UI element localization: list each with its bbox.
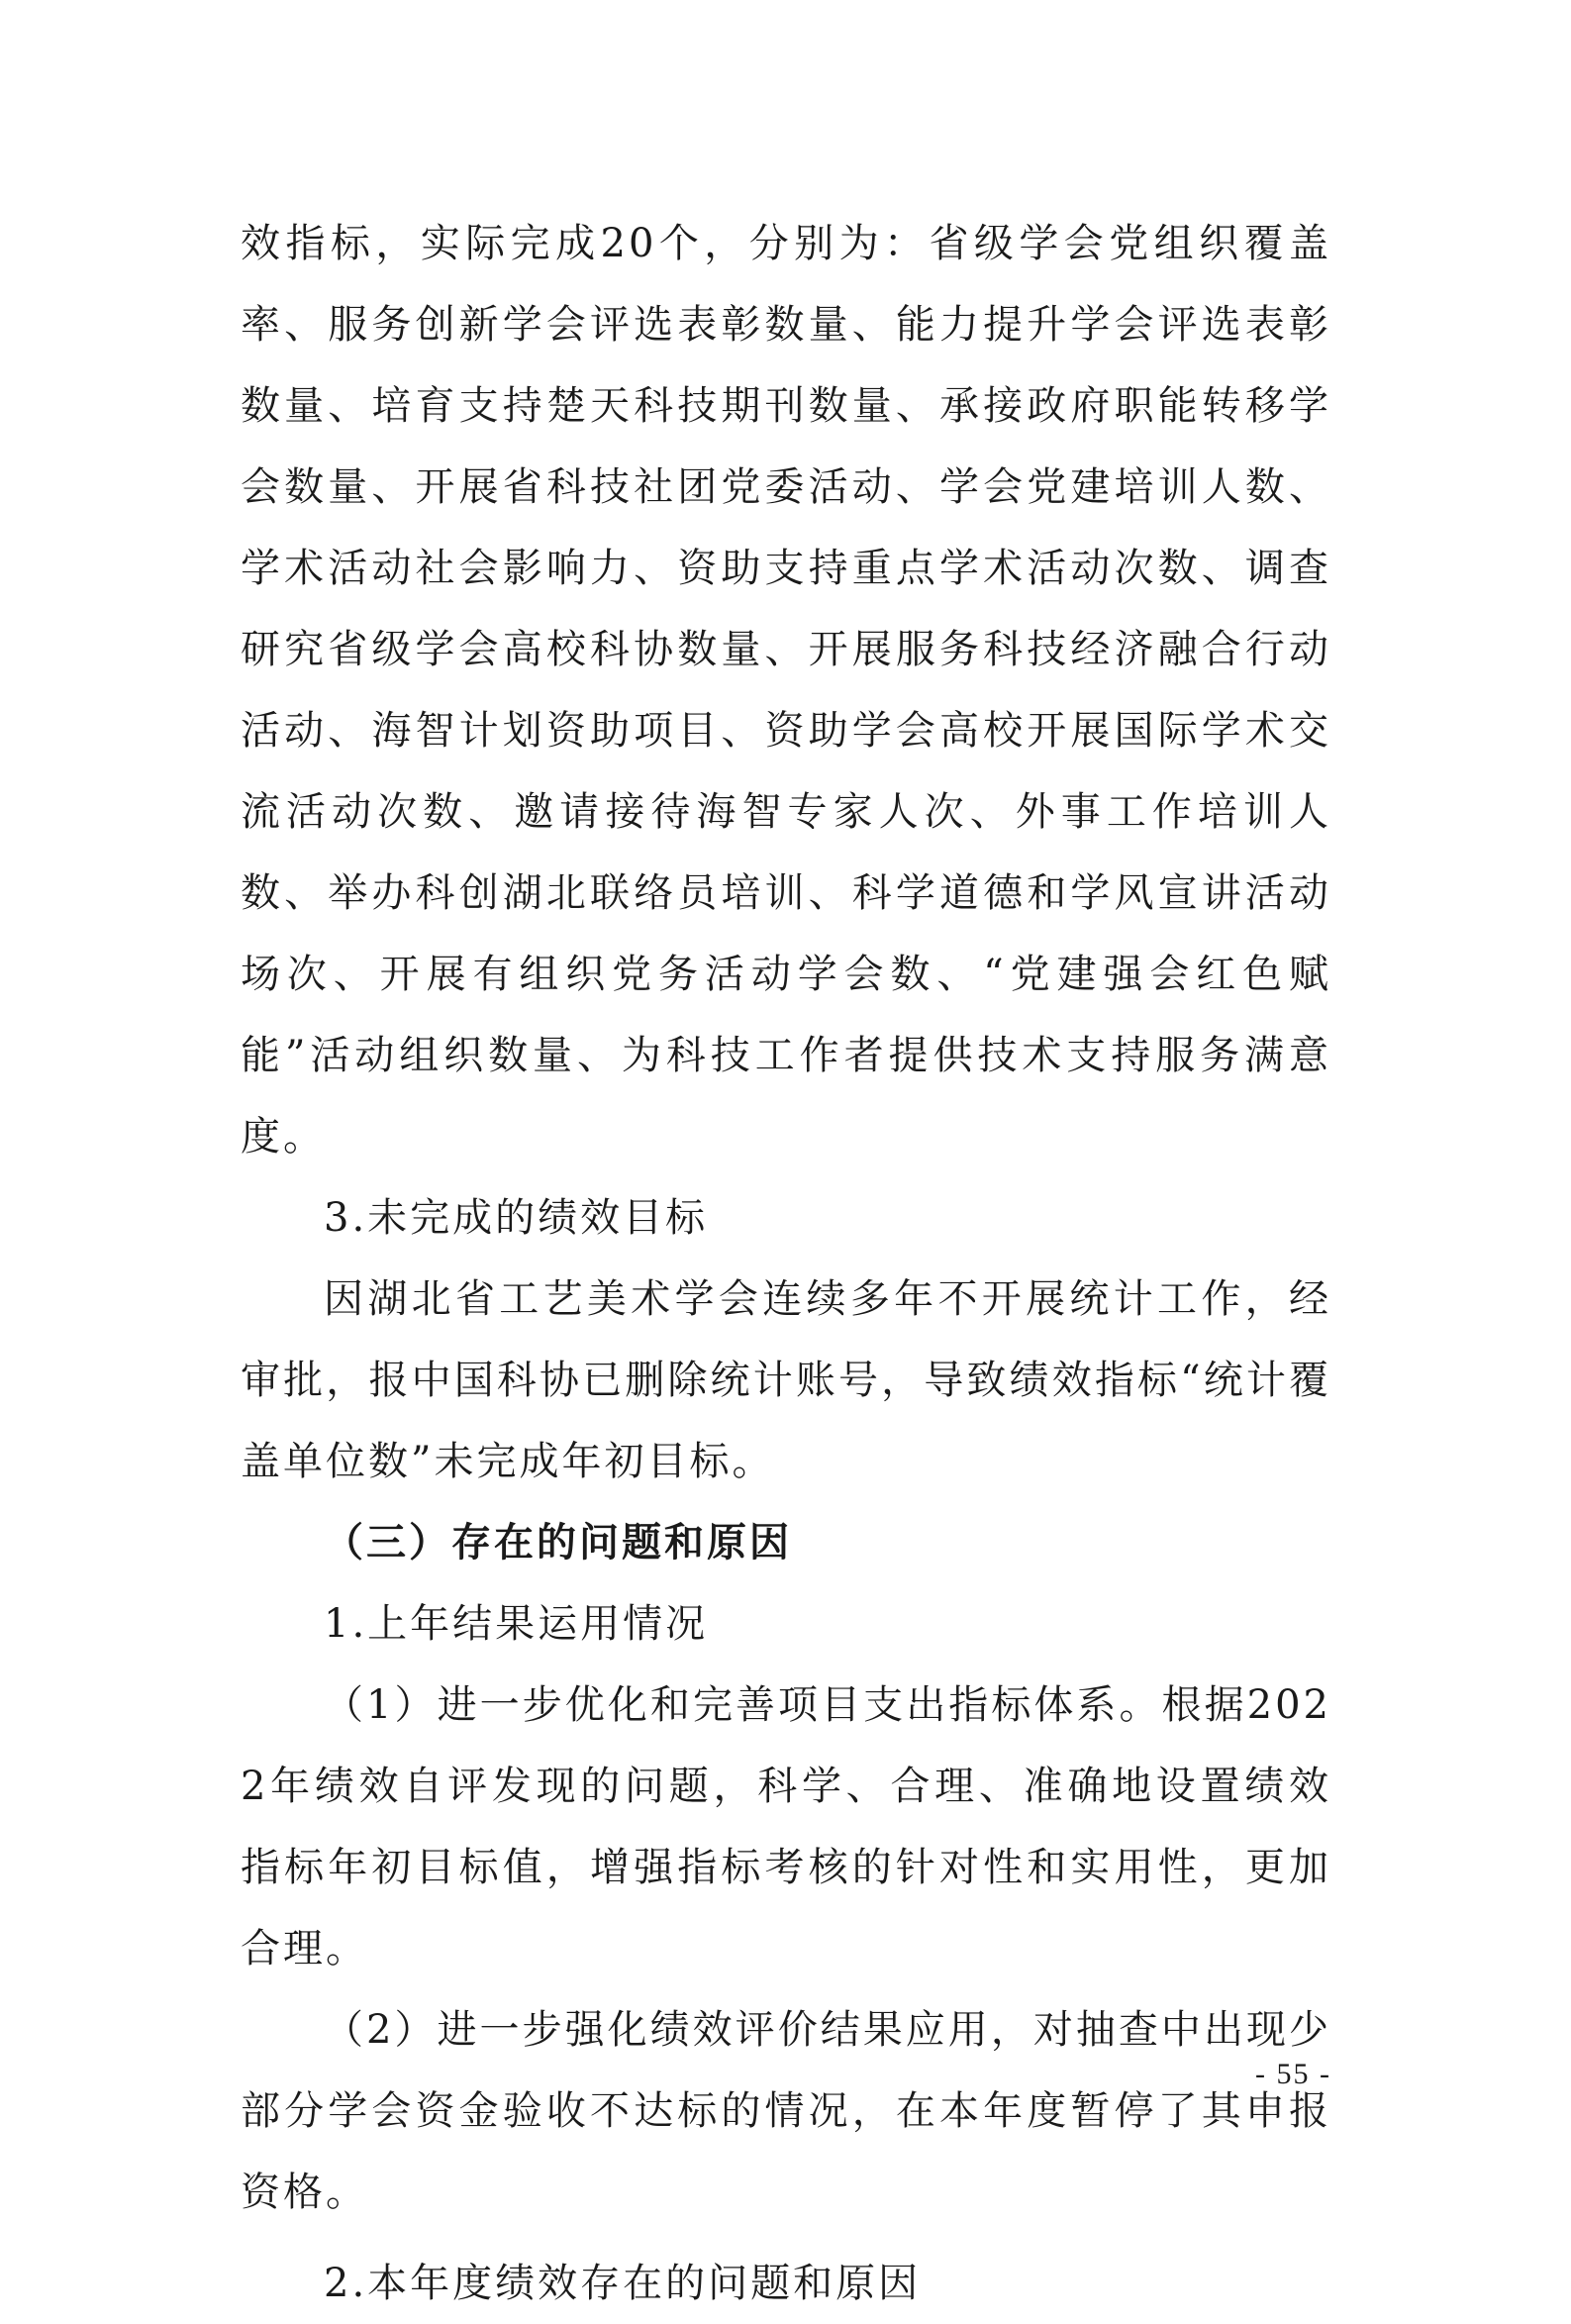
paragraph-strengthen-application: （2）进一步强化绩效评价结果应用，对抽查中出现少部分学会资金验收不达标的情况，在本年度暂停了其申报资格。 [241, 2007, 1331, 2215]
heading-this-year-problems: 2.本年度绩效存在的问题和原因 [324, 2261, 922, 2306]
paragraph-spacer [241, 2233, 1331, 2243]
paragraph-unfinished-reason: 因湖北省工艺美术学会连续多年不开展统计工作，经审批，报中国科协已删除统计账号，导致绩效指标“统计覆盖单位数”未完成年初目标。 [241, 1276, 1331, 1484]
document-body [241, 203, 1331, 2324]
heading-problems-and-causes: （三）存在的问题和原因 [324, 1519, 792, 1566]
paragraph-indicator-list: 效指标，实际完成20个，分别为：省级学会党组织覆盖率、服务创新学会评选表彰数量、能力提升学会评选表彰数量、培育支持楚天科技期刊数量、承接政府职能转移学会数量、开展省科技社团党委活动、学会党建培训人数、学术活动社会影响力、资助支持重点学术活动次数、调查研究省级学会高校科协数量、开展服务科技经济融合行动活动、海智计划资助项目、资助学会高校开展国际学术交流活动次数、邀请接待海智专家人次、外事工作培训人数、举办科创湖北联络员培训、科学道德和学风宣讲活动场次、开展有组织党务活动学会数、“党建强会红色赋能”活动组织数量、为科技工作者提供技术支持服务满意度。 [241, 221, 1331, 1160]
heading-unfinished-goals: 3.未完成的绩效目标 [324, 1195, 709, 1241]
page-number: - 55 - [1255, 2058, 1331, 2090]
paragraph-optimize-indicators: （1）进一步优化和完善项目支出指标体系。根据2022年绩效自评发现的问题，科学、合理、准确地设置绩效指标年初目标值，增强指标考核的针对性和实用性，更加合理。 [241, 1682, 1331, 1971]
heading-last-year-results: 1.上年结果运用情况 [324, 1601, 709, 1647]
